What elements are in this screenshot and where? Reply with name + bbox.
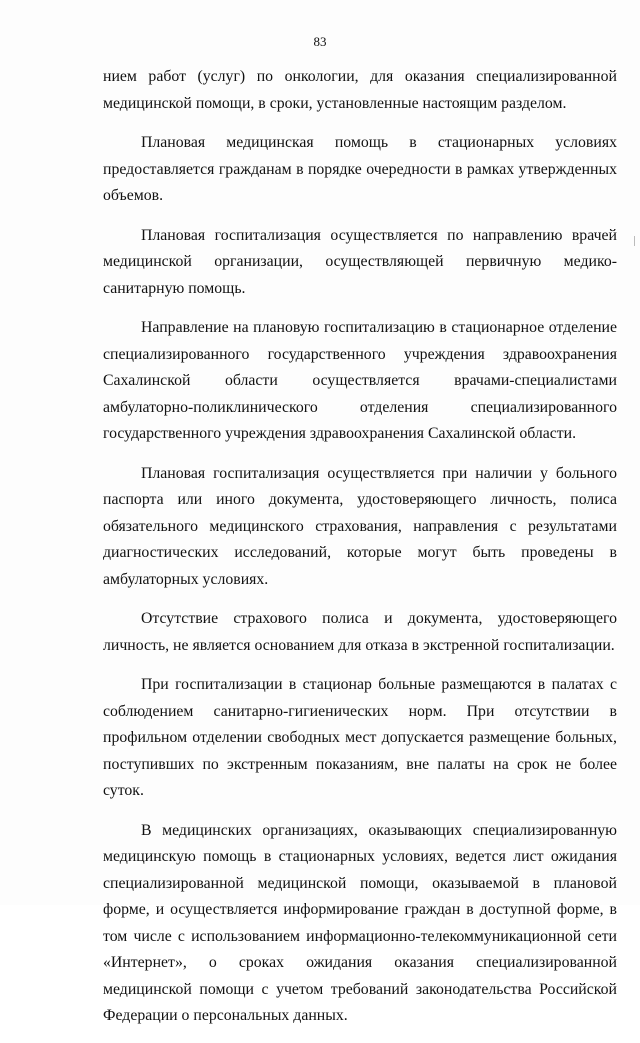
- paragraph-5: Плановая госпитализация осуществляется при наличии у больного паспорта или иного документа, удостоверяющего личность, полиса обязательного медицинского страхования, направления с результатами диагностических исследований, которые могут быть проведены в амбулаторных условиях.: [103, 464, 617, 588]
- paragraph-7: При госпитализации в стационар больные размещаются в палатах с соблюдением санитарно-гигиенических норм. При отсутствии в профильном отделении свободных мест допускается размещение больных, поступивших по экстренным показаниям, вне палаты на срок не более суток.: [103, 676, 617, 799]
- paragraph-4: Направление на плановую госпитализацию в стационарное отделение специализированного государственного учреждения здравоохранения Сахалинской области осуществляется врачами-специалистами амбулаторно-поликлинического отделения специализированного государственного учреждения здравоохранения Сахалинской области.: [103, 319, 617, 442]
- paragraph-2: Плановая медицинская помощь в стационарных условиях предоставляется гражданам в порядке очередности в рамках утвержденных объемов.: [103, 134, 617, 204]
- page-number: 83: [313, 34, 327, 49]
- paragraph-8: В медицинских организациях, оказывающих специализированную медицинскую помощь в стационарных условиях, ведется лист ожидания специализированной медицинской помощи, оказываемой в плановой форме, и осуществляется информирование граждан в доступной форме, в том числе с использованием информационно-телекоммуникационной сети «Интернет», о сроках ожидания оказания специализированной медицинской помощи с учетом требований законодательства Российской Федерации о персональных данных.: [103, 821, 617, 1024]
- paragraph-6: Отсутствие страхового полиса и документа, удостоверяющего личность, не является основанием для отказа в экстренной госпитализации.: [103, 610, 617, 654]
- document-body: [103, 64, 617, 1043]
- paragraph-1: нием работ (услуг) по онкологии, для оказания специализированной медицинской помощи, в сроки, установленные настоящим разделом.: [103, 68, 617, 112]
- paragraph-3: Плановая госпитализация осуществляется по направлению врачей медицинской организации, осуществляющей первичную медико-санитарную помощь.: [103, 226, 617, 297]
- scan-margin-mark: [634, 236, 635, 246]
